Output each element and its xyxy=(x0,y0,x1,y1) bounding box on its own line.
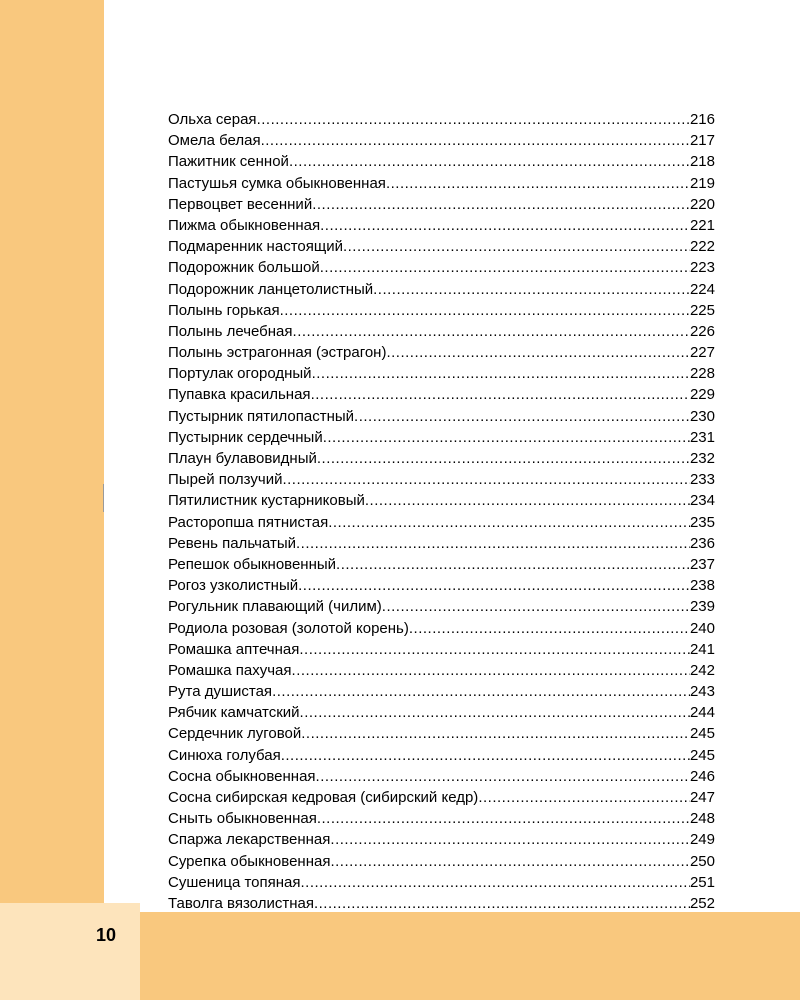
toc-dot-leader xyxy=(312,196,690,213)
toc-entry xyxy=(168,620,715,641)
toc-entry-title: Полынь горькая xyxy=(168,301,280,319)
toc-entry-page: 252 xyxy=(689,894,715,912)
toc-entry-title: Пижма обыкновенная xyxy=(168,216,321,234)
toc-entry xyxy=(168,556,715,577)
toc-dot-leader xyxy=(478,789,690,806)
toc-entry-page: 218 xyxy=(689,153,715,171)
toc-entry-page: 244 xyxy=(689,704,715,722)
toc-entry-page: 224 xyxy=(689,280,715,298)
toc-entry-page: 220 xyxy=(689,195,715,213)
toc-entry-page: 222 xyxy=(689,238,715,256)
toc-entry xyxy=(168,450,715,471)
toc-entry-title: Пажитник сенной xyxy=(168,153,289,171)
toc-entry-page: 237 xyxy=(689,555,715,573)
toc-entry-page: 227 xyxy=(689,344,715,362)
toc-dot-leader xyxy=(343,238,690,255)
toc-dot-leader xyxy=(382,598,690,615)
toc-dot-leader xyxy=(386,344,690,361)
toc-dot-leader xyxy=(314,895,690,912)
toc-entry-title: Первоцвет весенний xyxy=(168,195,313,213)
toc-entry xyxy=(168,175,715,196)
toc-entry-page: 225 xyxy=(689,301,715,319)
toc-dot-leader xyxy=(311,386,690,403)
toc-entry-title: Ромашка пахучая xyxy=(168,661,292,679)
toc-entry xyxy=(168,683,715,704)
toc-entry-title: Таволга вязолистная xyxy=(168,894,314,912)
toc-entry xyxy=(168,111,715,132)
toc-entry-title: Рогоз узколистный xyxy=(168,577,299,595)
toc-dot-leader xyxy=(330,853,690,870)
toc-entry xyxy=(168,747,715,768)
toc-entry xyxy=(168,344,715,365)
toc-dot-leader xyxy=(280,302,690,319)
toc-dot-leader xyxy=(292,662,690,679)
toc-entry xyxy=(168,492,715,513)
toc-entry-title: Омела белая xyxy=(168,132,261,150)
toc-entry xyxy=(168,238,715,259)
toc-entry-title: Сныть обыкновенная xyxy=(168,810,317,828)
toc-entry-page: 234 xyxy=(689,492,715,510)
toc-entry xyxy=(168,853,715,874)
toc-dot-leader xyxy=(365,492,690,509)
toc-entry-page: 236 xyxy=(689,534,715,552)
toc-dot-leader xyxy=(257,111,690,128)
toc-entry-title: Расторопша пятнистая xyxy=(168,513,329,531)
toc-entry-title: Сосна сибирская кедровая (сибирский кедр) xyxy=(168,789,479,806)
toc-entry-page: 228 xyxy=(689,365,715,383)
toc-entry xyxy=(168,259,715,280)
table-of-contents xyxy=(168,111,715,916)
toc-entry xyxy=(168,153,715,174)
toc-entry-page: 240 xyxy=(689,619,715,637)
toc-entry xyxy=(168,641,715,662)
toc-entry-page: 233 xyxy=(689,471,715,489)
toc-dot-leader xyxy=(330,831,690,848)
toc-entry-title: Репешок обыкновенный xyxy=(168,555,337,573)
toc-dot-leader xyxy=(320,259,690,276)
toc-entry-page: 216 xyxy=(689,111,715,128)
toc-entry-page: 223 xyxy=(689,259,715,277)
toc-entry-title: Пастушья сумка обыкновенная xyxy=(168,174,386,192)
toc-entry xyxy=(168,725,715,746)
toc-entry-page: 250 xyxy=(689,852,715,870)
toc-entry-title: Сердечник луговой xyxy=(168,725,302,743)
toc-entry xyxy=(168,768,715,789)
toc-dot-leader xyxy=(281,747,690,764)
toc-entry-page: 249 xyxy=(689,831,715,849)
toc-entry xyxy=(168,662,715,683)
toc-entry-title: Ольха серая xyxy=(168,111,257,128)
toc-entry-title: Полынь эстрагонная (эстрагон) xyxy=(168,344,387,362)
toc-entry-title: Плаун булавовидный xyxy=(168,450,317,467)
toc-entry-title: Ревень пальчатый xyxy=(168,534,296,552)
toc-entry-title: Пупавка красильная xyxy=(168,386,311,404)
toc-entry-title: Пустырник пятилопастный xyxy=(168,407,355,425)
page-number-box xyxy=(0,903,140,1000)
toc-entry-title: Подорожник ланцетолистный xyxy=(168,280,374,298)
toc-entry-page: 246 xyxy=(689,767,715,785)
toc-entry xyxy=(168,302,715,323)
crop-mark xyxy=(103,484,104,512)
toc-entry-title: Спаржа лекарственная xyxy=(168,831,331,849)
toc-dot-leader xyxy=(293,323,690,340)
toc-entry-title: Ромашка аптечная xyxy=(168,640,300,658)
toc-entry-page: 231 xyxy=(689,428,715,446)
toc-dot-leader xyxy=(301,725,690,742)
toc-dot-leader xyxy=(323,429,690,446)
toc-entry-page: 242 xyxy=(689,661,715,679)
toc-entry-page: 248 xyxy=(689,810,715,828)
toc-dot-leader xyxy=(373,281,690,298)
toc-entry-page: 230 xyxy=(689,407,715,425)
toc-dot-leader xyxy=(320,217,690,234)
toc-dot-leader xyxy=(316,768,690,785)
toc-entry-page: 241 xyxy=(689,640,715,658)
toc-dot-leader xyxy=(336,556,690,573)
toc-entry-title: Полынь лечебная xyxy=(168,322,293,340)
toc-dot-leader xyxy=(301,874,690,891)
toc-entry-page: 226 xyxy=(689,322,715,340)
toc-entry-page: 247 xyxy=(689,789,715,806)
toc-entry xyxy=(168,408,715,429)
toc-dot-leader xyxy=(282,471,690,488)
toc-entry xyxy=(168,704,715,725)
toc-entry xyxy=(168,895,715,916)
left-decorative-bar xyxy=(0,0,104,1000)
toc-entry xyxy=(168,365,715,386)
toc-entry-title: Сушеница топяная xyxy=(168,873,301,891)
toc-entry xyxy=(168,323,715,344)
toc-entry-title: Подмаренник настоящий xyxy=(168,238,343,256)
toc-entry xyxy=(168,789,715,810)
toc-entry-title: Сурепка обыкновенная xyxy=(168,852,331,870)
toc-entry-page: 245 xyxy=(689,746,715,764)
toc-dot-leader xyxy=(289,153,690,170)
toc-entry-page: 232 xyxy=(689,450,715,467)
toc-entry xyxy=(168,831,715,852)
toc-dot-leader xyxy=(298,577,690,594)
toc-dot-leader xyxy=(409,620,690,637)
toc-entry-title: Родиола розовая (золотой корень) xyxy=(168,619,409,637)
toc-dot-leader xyxy=(386,175,690,192)
toc-entry-title: Рогульник плавающий (чилим) xyxy=(168,598,382,616)
toc-dot-leader xyxy=(312,365,690,382)
toc-entry xyxy=(168,386,715,407)
toc-entry xyxy=(168,598,715,619)
toc-entry-title: Синюха голубая xyxy=(168,746,281,764)
toc-entry-page: 251 xyxy=(689,873,715,891)
toc-dot-leader xyxy=(272,683,690,700)
toc-entry-title: Сосна обыкновенная xyxy=(168,767,316,785)
toc-entry xyxy=(168,514,715,535)
toc-entry xyxy=(168,429,715,450)
toc-entry-page: 219 xyxy=(689,174,715,192)
toc-entry-page: 245 xyxy=(689,725,715,743)
toc-entry xyxy=(168,874,715,895)
toc-entry-page: 239 xyxy=(689,598,715,616)
toc-entry-title: Рута душистая xyxy=(168,683,273,701)
toc-entry-page: 217 xyxy=(689,132,715,150)
toc-entry-title: Пырей ползучий xyxy=(168,471,283,489)
toc-dot-leader xyxy=(317,450,690,467)
toc-dot-leader xyxy=(300,704,690,721)
toc-dot-leader xyxy=(317,810,690,827)
toc-dot-leader xyxy=(299,641,690,658)
toc-dot-leader xyxy=(354,408,690,425)
toc-entry-title: Пятилистник кустарниковый xyxy=(168,492,365,510)
toc-entry-page: 221 xyxy=(689,216,715,234)
toc-entry-page: 238 xyxy=(689,577,715,595)
toc-entry xyxy=(168,281,715,302)
toc-entry-page: 243 xyxy=(689,683,715,701)
toc-entry xyxy=(168,132,715,153)
toc-dot-leader xyxy=(261,132,690,149)
toc-entry-title: Рябчик камчатский xyxy=(168,704,300,722)
toc-entry xyxy=(168,217,715,238)
toc-dot-leader xyxy=(328,514,690,531)
toc-entry-title: Пустырник сердечный xyxy=(168,428,323,446)
page-number: 10 xyxy=(96,925,117,945)
toc-entry xyxy=(168,535,715,556)
toc-dot-leader xyxy=(296,535,690,552)
toc-entry xyxy=(168,471,715,492)
toc-entry-page: 235 xyxy=(689,513,715,531)
toc-entry xyxy=(168,196,715,217)
toc-entry-page: 229 xyxy=(689,386,715,404)
toc-entry-title: Подорожник большой xyxy=(168,259,320,277)
toc-entry xyxy=(168,810,715,831)
toc-entry xyxy=(168,577,715,598)
toc-entry-title: Портулак огородный xyxy=(168,365,312,383)
